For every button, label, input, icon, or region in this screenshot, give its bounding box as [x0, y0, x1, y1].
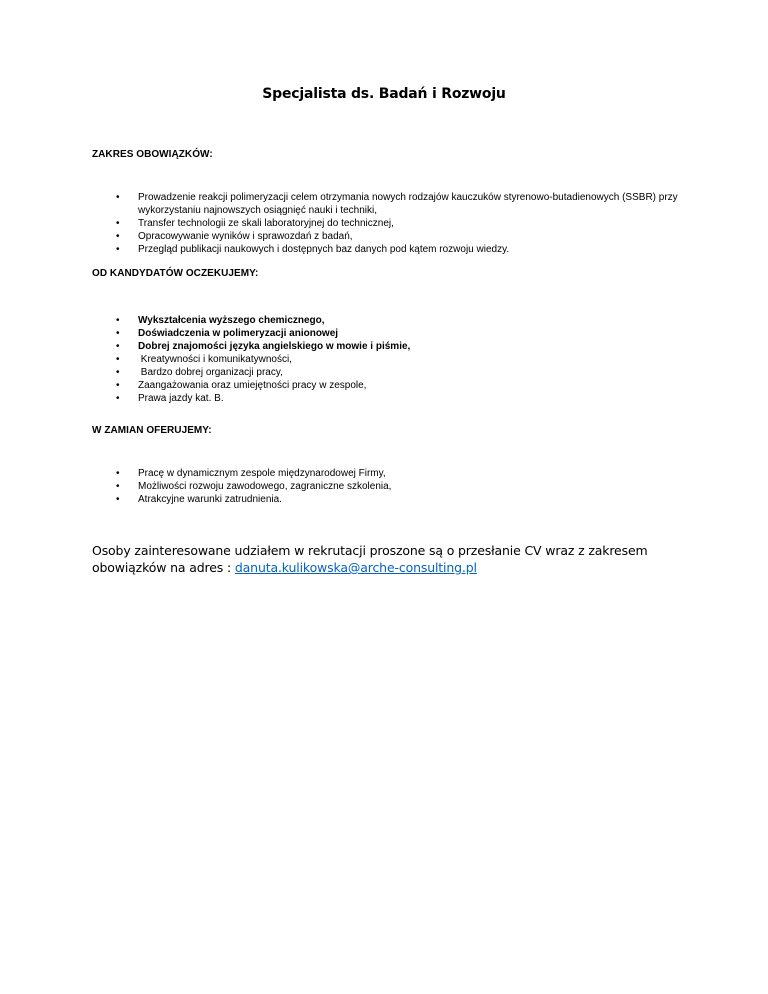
bullet-icon: • — [116, 218, 120, 229]
application-instructions — [92, 542, 652, 576]
requirements-list — [92, 314, 692, 405]
list-item: • Doświadczenia w polimeryzacji anionowej — [116, 328, 339, 339]
section-heading-offer: W ZAMIAN OFERUJEMY: — [92, 425, 212, 436]
bullet-icon: • — [116, 328, 120, 339]
application-text: Osoby zainteresowane udziałem w rekrutacji proszone są o przesłanie CV wraz z zakresem obowiązków na adres : — [92, 543, 648, 575]
list-item: • Transfer technologii ze skali laboratoryjnej do technicznej, — [116, 218, 394, 229]
offer-list — [92, 467, 692, 506]
bullet-icon: • — [116, 481, 120, 492]
bullet-icon: • — [116, 315, 120, 326]
bullet-icon: • — [116, 354, 120, 365]
list-item: • Bardzo dobrej organizacji pracy, — [116, 367, 283, 378]
list-item: • Zaangażowania oraz umiejętności pracy w zespole, — [116, 380, 367, 391]
list-item: • Opracowywanie wyników i sprawozdań z badań, — [116, 231, 353, 242]
list-item: • Pracę w dynamicznym zespole międzynarodowej Firmy, — [116, 468, 386, 479]
bullet-icon: • — [116, 192, 120, 203]
bullet-icon: • — [116, 494, 120, 505]
page-title: Specjalista ds. Badań i Rozwoju — [262, 86, 506, 102]
list-item: • Prowadzenie reakcji polimeryzacji celem otrzymania nowych rodzajów kauczuków styrenowo-butadienowych (SSBR) przy wykorzystaniu najnowszych osiągnięć nauki i techniki, — [116, 192, 678, 216]
list-item: • Przegląd publikacji naukowych i dostępnych baz danych pod kątem rozwoju wiedzy. — [116, 244, 510, 255]
list-item: • Możliwości rozwoju zawodowego, zagraniczne szkolenia, — [116, 481, 392, 492]
list-item: • Atrakcyjne warunki zatrudnienia. — [116, 494, 282, 505]
bullet-icon: • — [116, 231, 120, 242]
bullet-icon: • — [116, 380, 120, 391]
duties-list — [92, 191, 692, 256]
bullet-icon: • — [116, 244, 120, 255]
bullet-icon: • — [116, 341, 120, 352]
bullet-icon: • — [116, 393, 120, 404]
section-heading-requirements: OD KANDYDATÓW OCZEKUJEMY: — [92, 268, 259, 279]
list-item: • Prawa jazdy kat. B. — [116, 393, 224, 404]
list-item: • Dobrej znajomości języka angielskiego w mowie i piśmie, — [116, 341, 411, 352]
bullet-icon: • — [116, 367, 120, 378]
section-heading-duties: ZAKRES OBOWIĄZKÓW: — [92, 149, 213, 160]
contact-email-link[interactable]: danuta.kulikowska@arche-consulting.pl — [234, 560, 477, 575]
bullet-icon: • — [116, 468, 120, 479]
list-item: • Kreatywności i komunikatywności, — [116, 354, 292, 365]
list-item: • Wykształcenia wyższego chemicznego, — [116, 315, 325, 326]
